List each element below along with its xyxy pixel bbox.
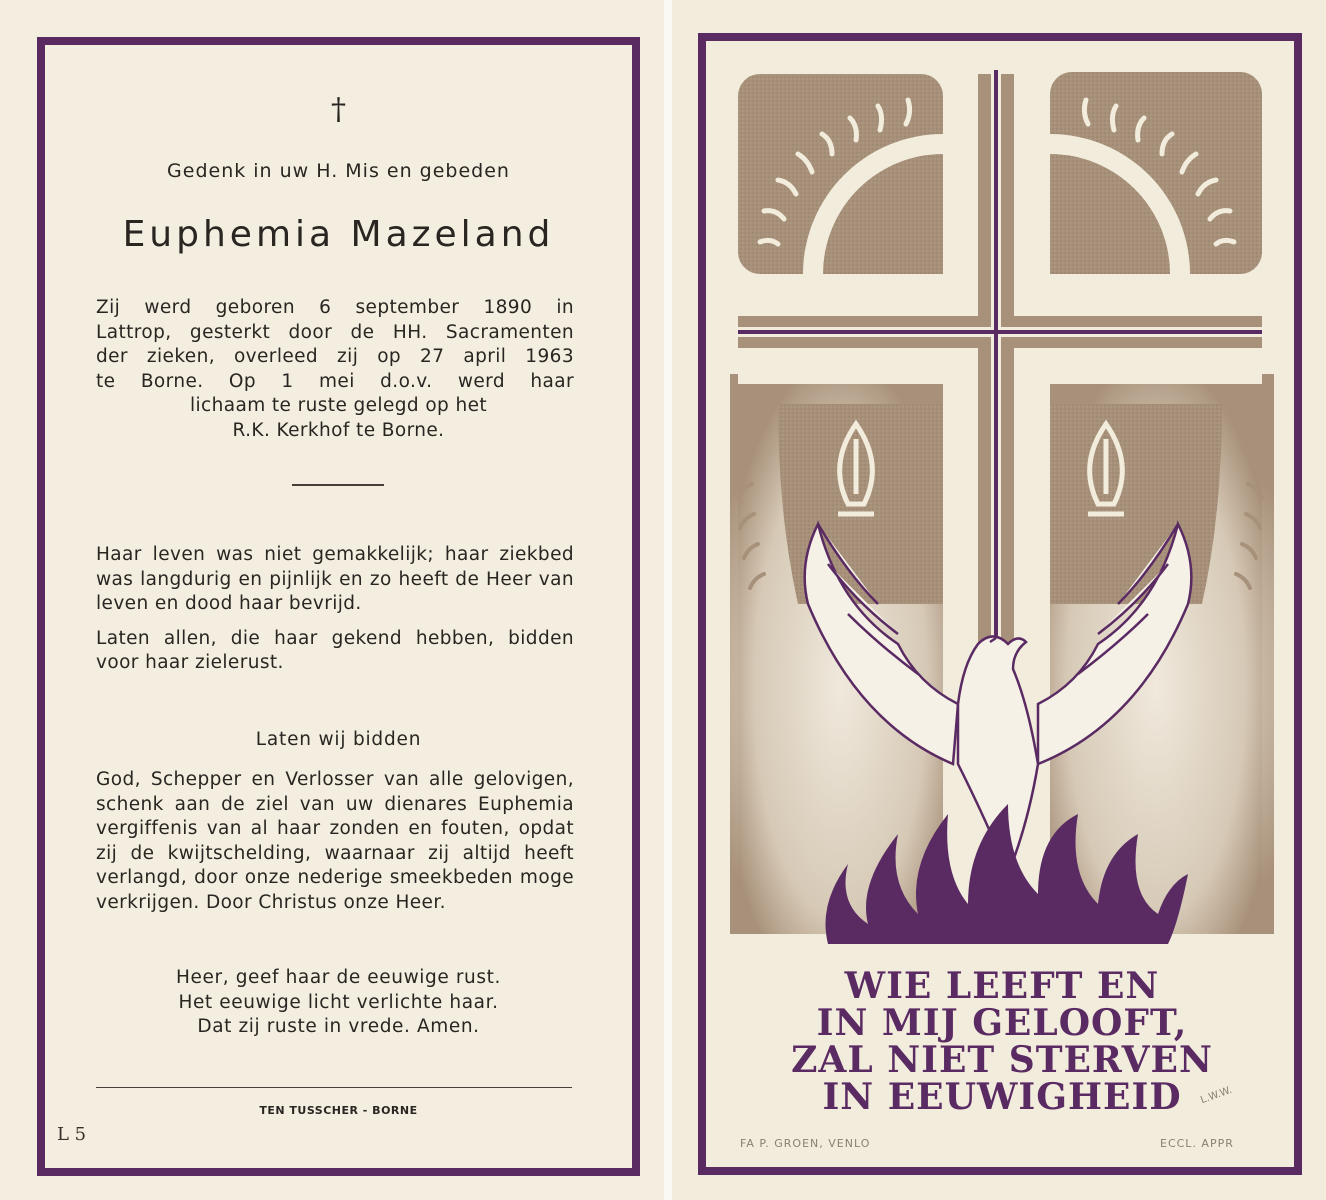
motto-line: IN EEUWIGHEID: [822, 1076, 1182, 1118]
closing-line: Het eeuwige licht verlichte haar.: [178, 991, 499, 1013]
motto-line: IN MIJ GELOOFT,: [816, 1002, 1188, 1044]
divider: [292, 484, 384, 486]
biography: [96, 296, 574, 394]
deceased-name: Euphemia Mazeland: [122, 214, 555, 255]
footer-divider: [96, 1087, 572, 1088]
closing-prayer: [50, 966, 627, 1040]
artist-monogram: L.W.W.: [1199, 1084, 1234, 1107]
prayer-title: Laten wij bidden: [255, 729, 422, 750]
card-fold: [664, 0, 672, 1200]
biography-line: Zij werd geboren 6 september 1890 in: [96, 297, 574, 318]
prayer-body: God, Schepper en Verlosser van alle gelovigen, schenk aan de ziel van uw dienares Euphemia vergiffenis van al haar zonden en fouten, opdat zij de kwijtschelding, waarnaar zij altijd heeft verlangd, door onze nederige smeekbeden moge verkrijgen. Door Christus onze Heer.: [96, 769, 574, 913]
cross-icon: †: [331, 92, 346, 127]
biography-line: der zieken, overleed zij op 27 april 1963: [96, 346, 574, 367]
paragraph-request: Laten allen, die haar gekend hebben, bidden voor haar zielerust.: [96, 627, 574, 673]
closing-line: Dat zij ruste in vrede. Amen.: [197, 1016, 480, 1037]
biography-line: te Borne. Op 1 mei d.o.v. werd haar: [96, 370, 574, 392]
life-paragraph: [96, 543, 574, 676]
sun-top-left: [738, 74, 943, 274]
motto-line: ZAL NIET STERVEN: [791, 1039, 1213, 1081]
publisher-name: FA P. GROEN, VENLO: [740, 1137, 871, 1150]
closing-line: Heer, geef haar de eeuwige rust.: [176, 967, 501, 988]
biography-line: lichaam te ruste gelegd op het: [189, 395, 488, 416]
sun-top-right: [1050, 72, 1262, 274]
prayer-text: [96, 768, 574, 915]
paragraph-life: Haar leven was niet gemakkelijk; haar ziekbed was langdurig en pijnlijk en zo heeft de Heer van leven en dood haar bevrijd.: [96, 544, 574, 614]
biography-line: R.K. Kerkhof te Borne.: [232, 419, 445, 441]
printer-name: TEN TUSSCHER - BORNE: [259, 1104, 418, 1117]
biography-burial: [50, 394, 627, 443]
card-code: L 5: [57, 1124, 87, 1145]
motto-line: WIE LEEFT EN: [844, 965, 1160, 1007]
ecclesiastical-approval: ECCL. APPR: [1160, 1137, 1234, 1150]
biography-line: Lattrop, gesterkt door de HH. Sacramenten: [96, 321, 574, 343]
remembrance-heading: Gedenk in uw H. Mis en gebeden: [167, 160, 510, 182]
